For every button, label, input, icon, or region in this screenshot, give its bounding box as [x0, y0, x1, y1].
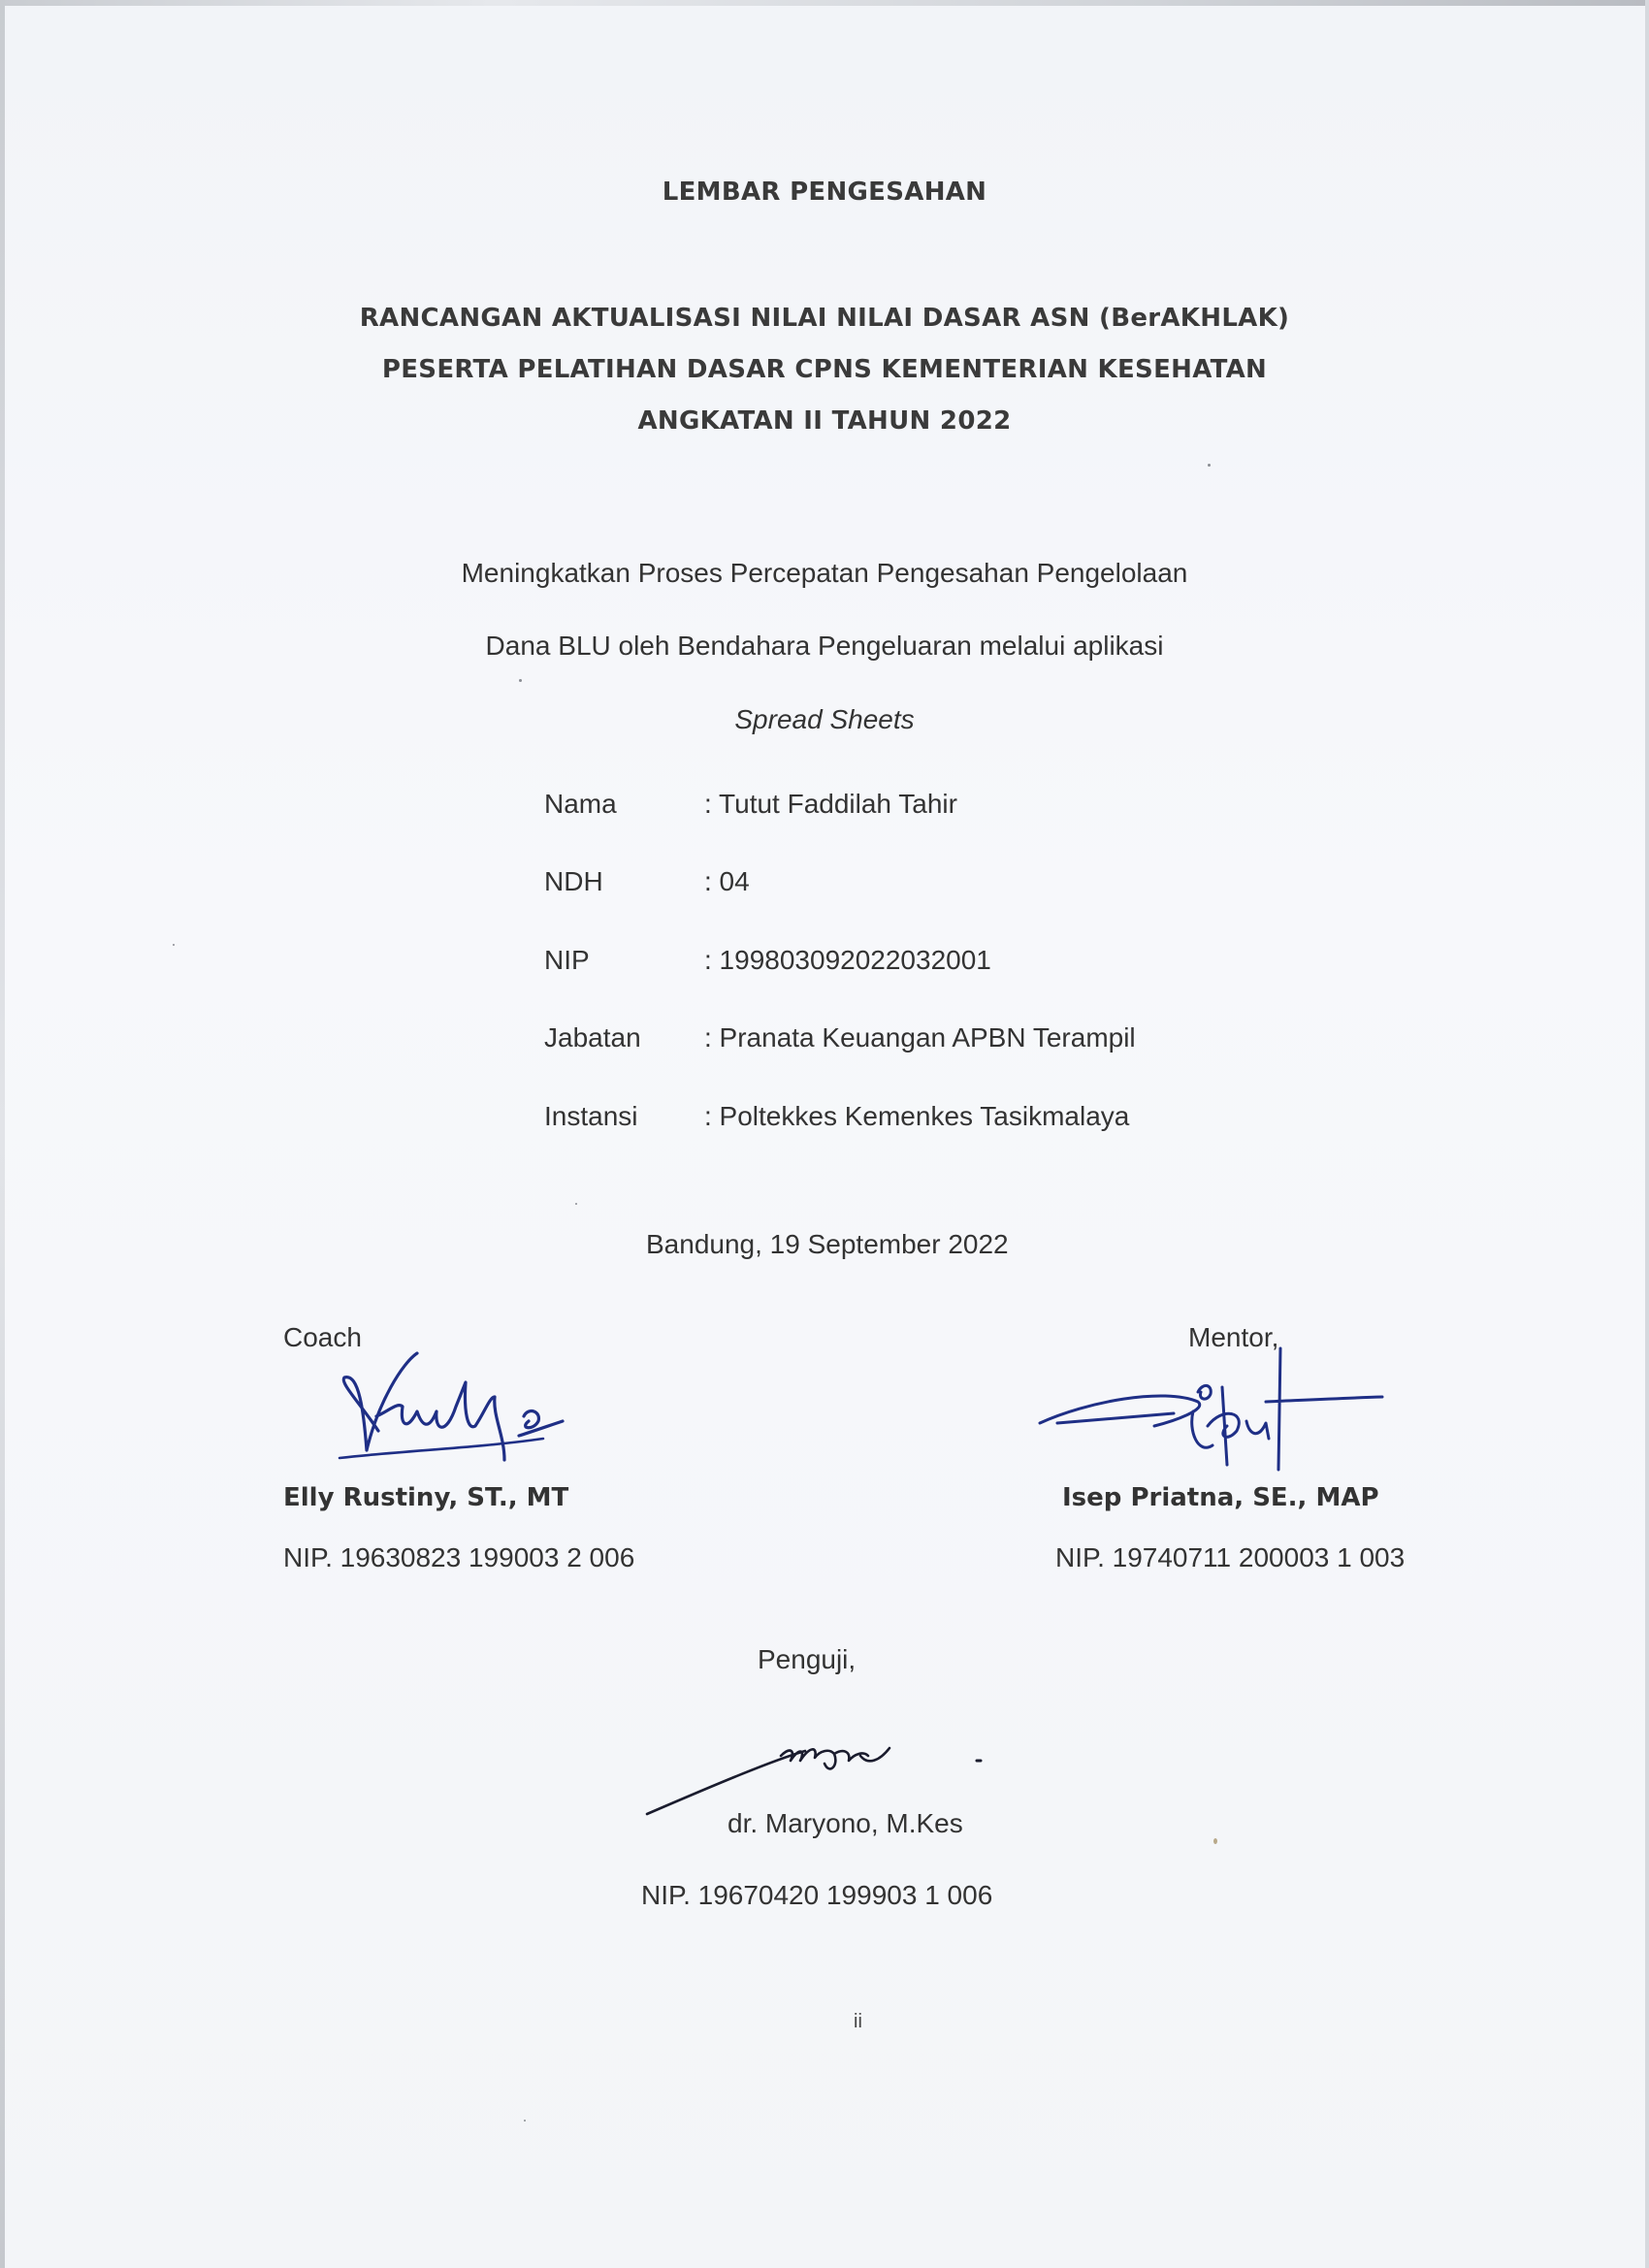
mentor-name: Isep Priatna, SE., MAP	[1062, 1483, 1379, 1512]
scan-speck	[524, 2120, 526, 2122]
scan-speck	[173, 944, 175, 946]
identity-value-instansi: : Poltekkes Kemenkes Tasikmalaya	[704, 1101, 1130, 1131]
identity-label-nama: Nama	[544, 789, 617, 819]
scan-speck	[1213, 1838, 1217, 1844]
coach-role: Coach	[283, 1322, 362, 1352]
coach-signature	[320, 1344, 611, 1479]
examiner-name: dr. Maryono, M.Kes	[728, 1808, 963, 1838]
mentor-signature	[1028, 1334, 1397, 1479]
scan-edge-right	[1645, 0, 1649, 2268]
scan-speck	[1208, 464, 1211, 467]
examiner-nip: NIP. 19670420 199903 1 006	[641, 1880, 993, 1910]
title-line-3: ANGKATAN II TAHUN 2022	[637, 406, 1012, 436]
identity-label-nip: NIP	[544, 945, 590, 975]
identity-value-nip: : 199803092022032001	[704, 945, 991, 975]
subtitle-line-3: Spread Sheets	[734, 704, 915, 734]
identity-value-nama: : Tutut Faddilah Tahir	[704, 789, 957, 819]
place-date: Bandung, 19 September 2022	[646, 1229, 1009, 1259]
examiner-role: Penguji,	[758, 1644, 857, 1674]
identity-value-jabatan: : Pranata Keuangan APBN Terampil	[704, 1022, 1136, 1053]
scan-edge-top	[0, 0, 1649, 6]
mentor-nip: NIP. 19740711 200003 1 003	[1055, 1542, 1406, 1572]
title-line-2: PESERTA PELATIHAN DASAR CPNS KEMENTERIAN KESEHATAN	[381, 355, 1268, 384]
subtitle-line-1: Meningkatkan Proses Percepatan Pengesahan Pengelolaan	[461, 558, 1188, 588]
subtitle-line-2: Dana BLU oleh Bendahara Pengeluaran melalui aplikasi	[485, 631, 1164, 661]
coach-name: Elly Rustiny, ST., MT	[283, 1483, 569, 1512]
page-header: LEMBAR PENGESAHAN	[662, 178, 987, 207]
identity-value-ndh: : 04	[704, 866, 750, 896]
page-number: ii	[854, 2011, 862, 2032]
scan-speck	[575, 1203, 577, 1205]
identity-label-ndh: NDH	[544, 866, 603, 896]
scan-speck	[519, 679, 522, 682]
scan-edge-left	[0, 0, 5, 2268]
mentor-role: Mentor,	[1188, 1322, 1279, 1352]
identity-label-jabatan: Jabatan	[544, 1022, 641, 1053]
title-line-1: RANCANGAN AKTUALISASI NILAI NILAI DASAR ASN (BerAKHLAK)	[359, 304, 1290, 333]
identity-label-instansi: Instansi	[544, 1101, 638, 1131]
coach-nip: NIP. 19630823 199003 2 006	[283, 1542, 635, 1572]
